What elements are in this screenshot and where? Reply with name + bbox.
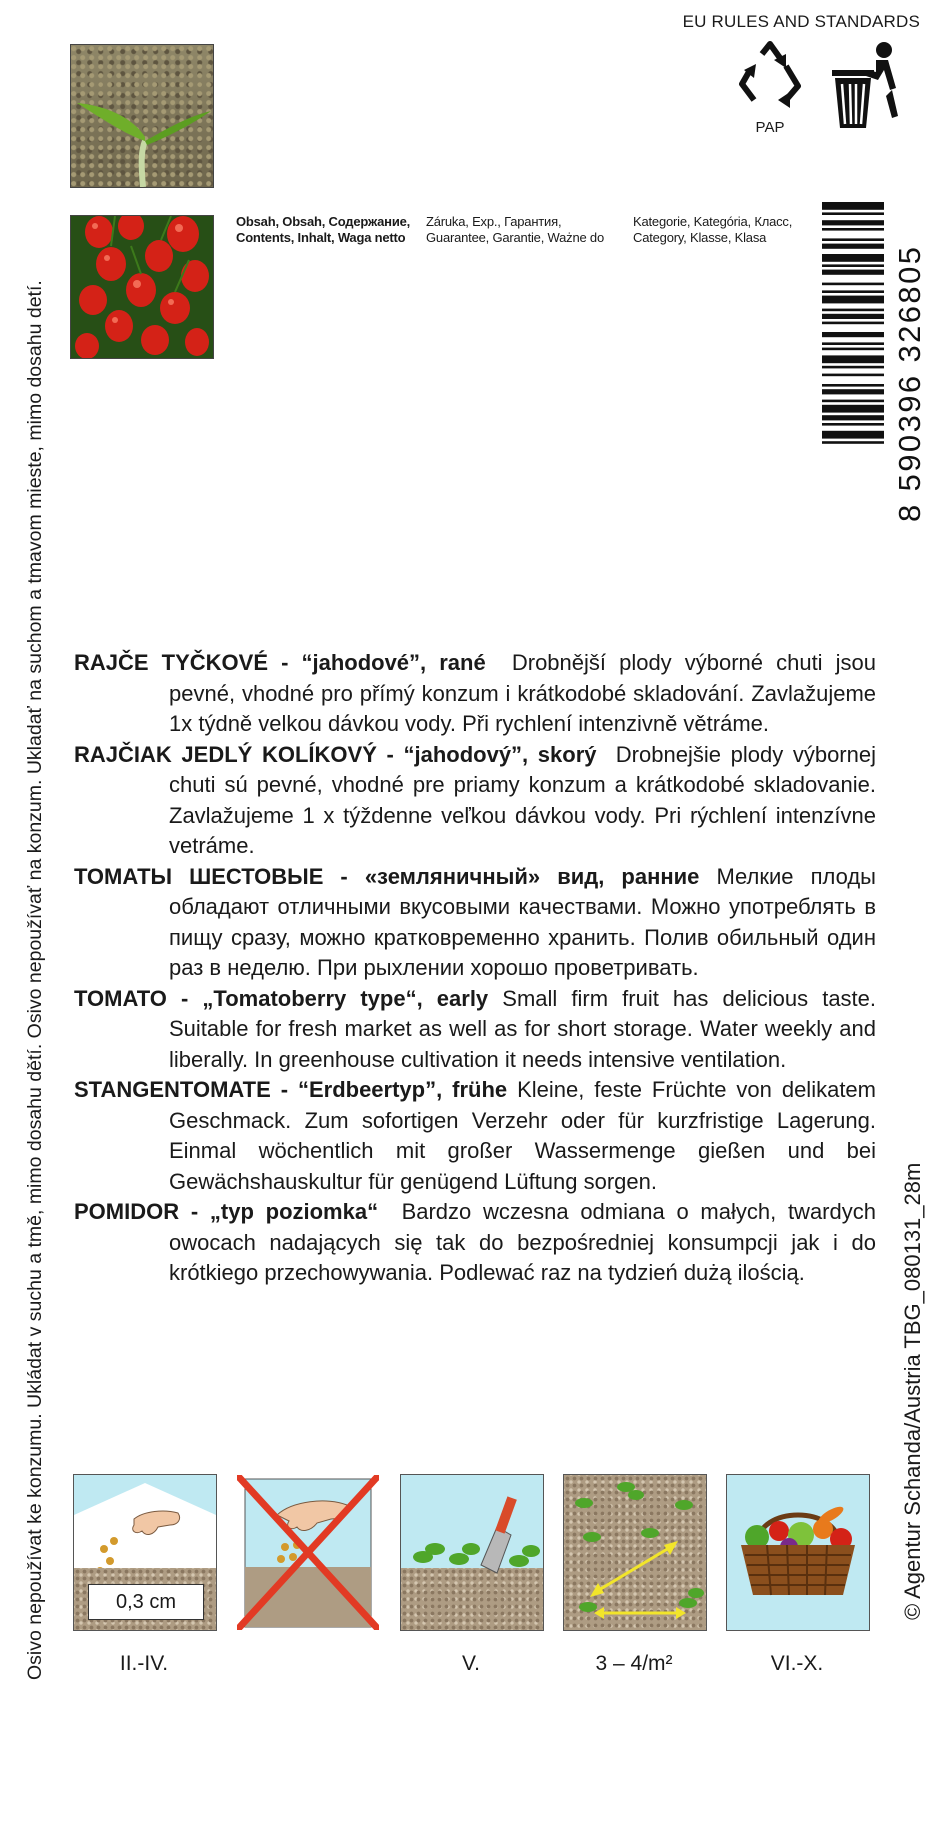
description-german — [74, 1075, 876, 1197]
guarantee-field-labels — [426, 214, 604, 246]
no-direct-sowing-icon — [236, 1474, 380, 1631]
description-text: Drobnější plody výborné chuti jsou pevné, vhodné pro přímý konzum i krátkodobé skladování. Zavlažujeme 1x týdně velkou dávkou vody. Při rychlení intenzivně větráme. — [169, 650, 876, 736]
description-title: POMIDOR - „typ poziomka“ — [74, 1199, 379, 1224]
description-text: Small firm fruit has delicious taste. Suitable for fresh market as well as for short storage. Water weekly and liberally. In greenhouse cultivation it needs intensive ventilation. — [169, 985, 877, 1072]
sowing-period-caption: II.-IV. — [119, 1652, 169, 1675]
planting-out-icon — [400, 1474, 544, 1631]
description-text: Bardzo wczesna odmiana o małych, twardych owocach nadających się tak do bezpośredniej konsumpcji jak i do krótkiego przechowywania. Podlewać raz na tydzień dużą ilością. — [169, 1199, 876, 1285]
description-text: Мелкие плоды обладают отличными вкусовыми качествами. Можно употреблять в пищу сразу, можно кратковременно хранить. Полив обильный один раз в неделю. При рыхлении хорошо проветривать. — [169, 863, 876, 980]
harvest-basket-icon — [726, 1474, 870, 1631]
recycle-label: PAP — [755, 119, 785, 136]
description-russian — [74, 862, 876, 984]
description-english — [74, 984, 876, 1076]
barcode — [822, 196, 924, 526]
plant-spacing-icon — [563, 1474, 707, 1631]
description-title: RAJČIAK JEDLÝ KOLÍKOVÝ - “jahodový”, skorý — [74, 741, 597, 767]
eu-rules-header: EU RULES AND STANDARDS — [682, 12, 920, 31]
sowing-indoors-icon — [73, 1474, 217, 1631]
seedling-photo — [70, 44, 214, 188]
contents-label-line2: Contents, Inhalt, Waga netto — [236, 230, 406, 245]
guarantee-label-line2: Guarantee, Garantie, Ważne do — [426, 230, 604, 245]
tomato-photo — [70, 215, 214, 359]
recycle-icon — [734, 40, 806, 112]
description-text: Drobnejšie plody výbornej chuti sú pevné, vhodné pre priamy konzum a krátkodobé skladovanie. Zavlažujeme 1 x týždenne veľkou dávkou vody. Pri rýchlení intenzívne vetráme. — [169, 741, 876, 858]
spacing-caption: 3 – 4/m² — [595, 1652, 673, 1675]
recycle-symbol — [730, 40, 810, 140]
variety-descriptions — [74, 648, 876, 1289]
description-title: TOMATO - „Tomatoberry type“, early — [74, 985, 489, 1011]
harvest-period-caption: VI.-X. — [770, 1652, 824, 1675]
category-label-line2: Category, Klasse, Klasa — [633, 230, 767, 245]
description-slovak — [74, 740, 876, 862]
category-field-labels — [633, 214, 792, 246]
description-title: ТОМАТЫ ШЕСТОВЫЕ - «земляничный» вид, ранние — [74, 863, 700, 889]
category-label-line1: Kategorie, Kategória, Класс, — [633, 214, 793, 229]
description-polish — [74, 1197, 876, 1289]
storage-warning-text: Osivo nepoužívat ke konzumu. Ukládat v suchu a tmě, mimo dosahu dětí. Osivo nepoužívať na konzum. Ukladať na suchom a tmavom mieste, mimo dosahu detí. — [24, 280, 46, 1680]
description-text: Kleine, feste Früchte von delikatem Geschmack. Zum sofortigen Verzehr oder für kurzfristige Lagerung. Einmal wöchentlich mit großer Wassermenge gießen und bei Gewächshauskultur für genügend Lüftung sorgen. — [169, 1077, 876, 1194]
copyright-text: © Agentur Schanda/Austria TBG_080131_28m — [900, 1162, 925, 1620]
planting-out-caption: V. — [462, 1652, 480, 1675]
description-title: STANGENTOMATE - “Erdbeertyp”, frühe — [74, 1077, 508, 1102]
barcode-number: 8 590396 326805 — [892, 244, 924, 522]
sowing-depth-label: 0,3 cm — [88, 1584, 204, 1620]
contents-label-line1: Obsah, Obsah, Содержание, — [236, 214, 411, 229]
guarantee-label-line1: Záruka, Exp., Гарантия, — [426, 214, 562, 229]
description-czech — [74, 648, 876, 740]
description-title: RAJČE TYČKOVÉ - “jahodové”, rané — [74, 650, 486, 675]
trash-bin-icon — [826, 40, 912, 132]
contents-field-labels — [236, 214, 410, 246]
